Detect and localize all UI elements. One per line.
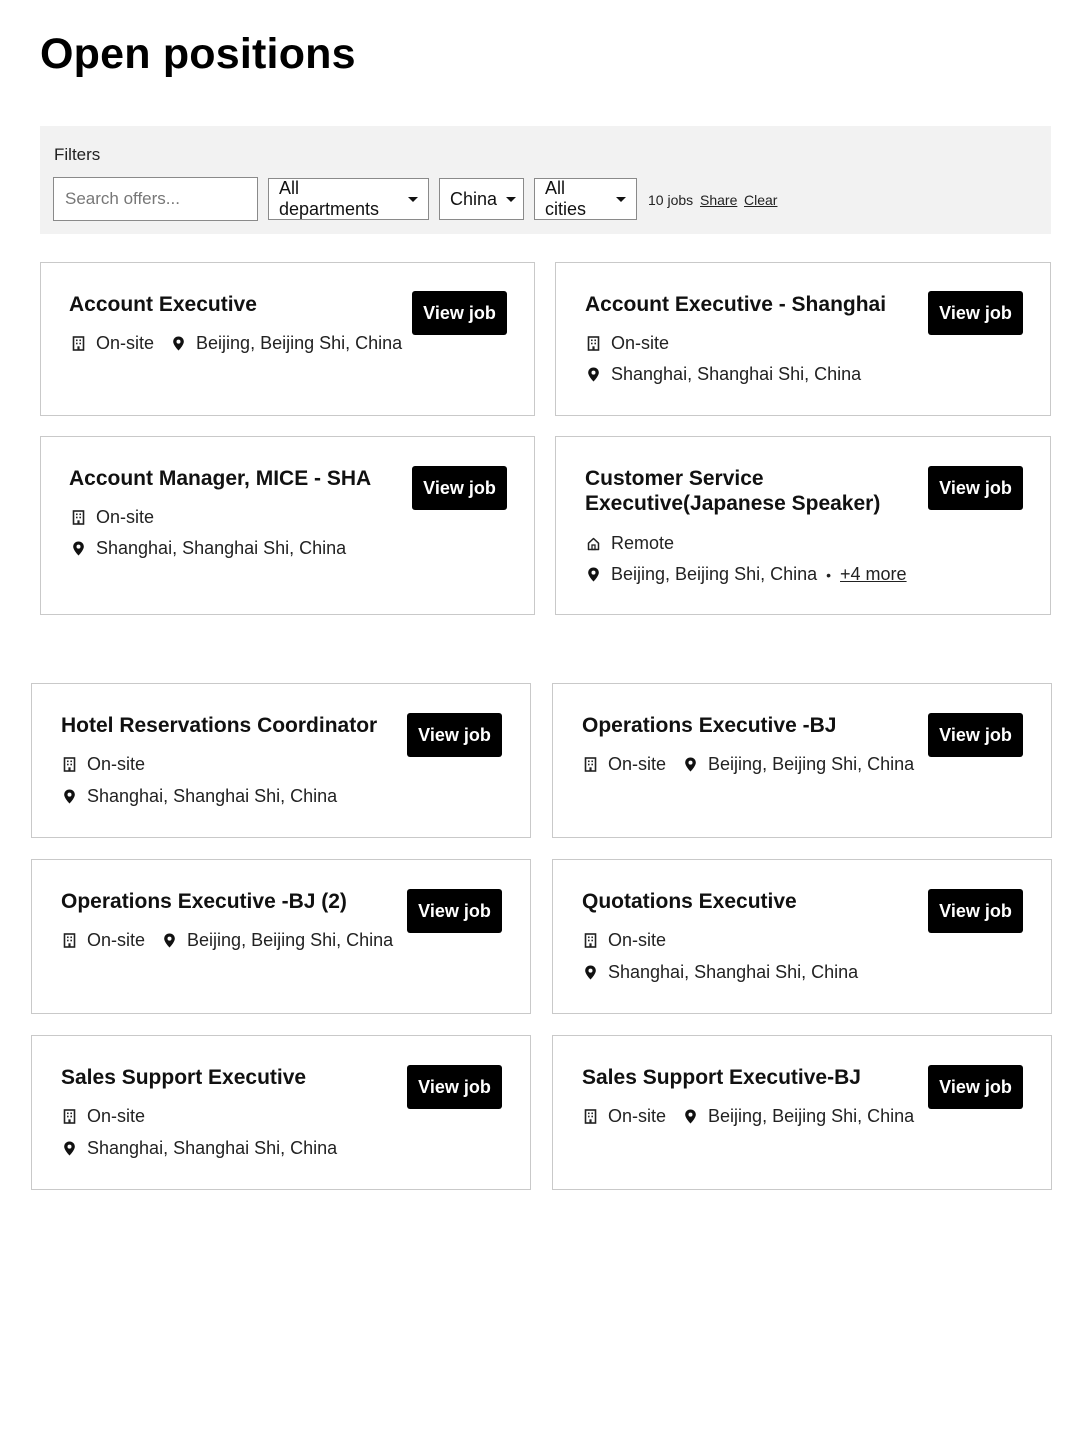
view-job-button[interactable]: View job: [407, 713, 502, 757]
job-card: [555, 436, 1051, 615]
workplace-type: On-site: [608, 1106, 667, 1126]
country-select-value: China: [450, 188, 498, 209]
search-input[interactable]: [53, 177, 258, 221]
job-title[interactable]: Account Executive - Shanghai: [585, 293, 887, 316]
job-location: Beijing, Beijing Shi, China: [187, 930, 394, 950]
job-card: [31, 683, 531, 838]
workplace-type: On-site: [608, 754, 667, 774]
job-title[interactable]: Account Manager, MICE - SHA: [69, 467, 372, 490]
filters-label: Filters: [54, 145, 101, 164]
location-pin-icon: [72, 541, 85, 556]
job-location: Shanghai, Shanghai Shi, China: [87, 1138, 338, 1158]
job-card: [31, 859, 531, 1014]
building-icon: [63, 933, 76, 948]
workplace-type: On-site: [87, 930, 146, 950]
job-card: [552, 859, 1052, 1014]
city-select[interactable]: [534, 178, 637, 220]
location-pin-icon: [587, 567, 600, 582]
job-location-row: [584, 962, 858, 983]
job-title[interactable]: Hotel Reservations Coordinator: [61, 714, 378, 737]
job-title[interactable]: Sales Support Executive-BJ: [582, 1066, 861, 1089]
building-icon: [587, 336, 600, 351]
workplace-type: On-site: [87, 754, 146, 774]
country-select[interactable]: [439, 178, 524, 220]
building-icon: [63, 1109, 76, 1124]
view-job-button[interactable]: View job: [928, 466, 1023, 510]
job-meta: [584, 1106, 914, 1127]
view-job-button[interactable]: View job: [407, 1065, 502, 1109]
location-pin-icon: [172, 336, 185, 351]
department-select-value: All departments: [279, 178, 380, 219]
home-icon: [587, 536, 600, 551]
job-card: [555, 262, 1051, 416]
job-title[interactable]: Account Executive: [69, 293, 257, 316]
job-card: [552, 683, 1052, 838]
job-location-row: [587, 364, 861, 385]
location-pin-icon: [163, 933, 176, 948]
location-pin-icon: [63, 1141, 76, 1156]
job-title-line: Executive(Japanese Speaker): [585, 492, 881, 515]
job-workplace-row: [587, 533, 674, 554]
view-job-button[interactable]: View job: [928, 291, 1023, 335]
job-location: Beijing, Beijing Shi, China: [611, 564, 818, 584]
job-count: 10 jobs: [648, 192, 694, 208]
job-location: Shanghai, Shanghai Shi, China: [608, 962, 859, 982]
clear-link[interactable]: Clear: [744, 192, 778, 208]
job-location: Shanghai, Shanghai Shi, China: [96, 538, 347, 558]
view-job-button[interactable]: View job: [928, 713, 1023, 757]
view-job-button[interactable]: View job: [928, 889, 1023, 933]
job-location: Shanghai, Shanghai Shi, China: [611, 364, 862, 384]
department-select[interactable]: [268, 178, 429, 220]
building-icon: [584, 1109, 597, 1124]
job-location-row: [72, 538, 346, 559]
job-workplace-row: [63, 1106, 145, 1127]
location-pin-icon: [684, 757, 697, 772]
location-pin-icon: [684, 1109, 697, 1124]
location-pin-icon: [63, 789, 76, 804]
building-icon: [63, 757, 76, 772]
page-title: Open positions: [40, 30, 356, 78]
chevron-down-icon: [408, 197, 418, 202]
job-meta: [63, 930, 393, 951]
workplace-type: On-site: [96, 507, 155, 527]
workplace-type: Remote: [611, 533, 675, 553]
job-card: [552, 1035, 1052, 1190]
job-title[interactable]: Operations Executive -BJ (2): [61, 890, 347, 913]
workplace-type: On-site: [96, 333, 155, 353]
job-title[interactable]: Operations Executive -BJ: [582, 714, 837, 737]
building-icon: [584, 757, 597, 772]
building-icon: [72, 510, 85, 525]
chevron-down-icon: [616, 197, 626, 202]
workplace-type: On-site: [608, 930, 667, 950]
job-location: Shanghai, Shanghai Shi, China: [87, 786, 338, 806]
separator-dot: •: [826, 566, 832, 583]
job-title[interactable]: Sales Support Executive: [61, 1066, 307, 1089]
job-card: [31, 1035, 531, 1190]
job-title[interactable]: [585, 466, 880, 516]
job-location: Beijing, Beijing Shi, China: [708, 1106, 915, 1126]
job-workplace-row: [584, 930, 666, 951]
workplace-type: On-site: [611, 333, 670, 353]
filters-panel: [40, 126, 1051, 234]
building-icon: [584, 933, 597, 948]
job-location-row: [587, 564, 907, 585]
job-location: Beijing, Beijing Shi, China: [708, 754, 915, 774]
view-job-button[interactable]: View job: [407, 889, 502, 933]
job-location-row: [63, 786, 337, 807]
building-icon: [72, 336, 85, 351]
job-card: [40, 436, 535, 615]
view-job-button[interactable]: View job: [928, 1065, 1023, 1109]
job-location: Beijing, Beijing Shi, China: [196, 333, 403, 353]
chevron-down-icon: [506, 197, 516, 202]
job-title[interactable]: Quotations Executive: [582, 890, 797, 913]
job-workplace-row: [587, 333, 669, 354]
job-meta: [72, 333, 402, 354]
location-pin-icon: [587, 367, 600, 382]
city-select-value: All cities: [545, 178, 587, 219]
job-card: [40, 262, 535, 416]
share-link[interactable]: Share: [700, 192, 738, 208]
job-title-line: Customer Service: [585, 467, 764, 490]
workplace-type: On-site: [87, 1106, 146, 1126]
job-workplace-row: [72, 507, 154, 528]
location-pin-icon: [584, 965, 597, 980]
more-locations-link[interactable]: +4 more: [840, 564, 907, 584]
view-job-button[interactable]: View job: [412, 466, 507, 510]
job-location-row: [63, 1138, 337, 1159]
view-job-button[interactable]: View job: [412, 291, 507, 335]
job-workplace-row: [63, 754, 145, 775]
job-meta: [584, 754, 914, 775]
